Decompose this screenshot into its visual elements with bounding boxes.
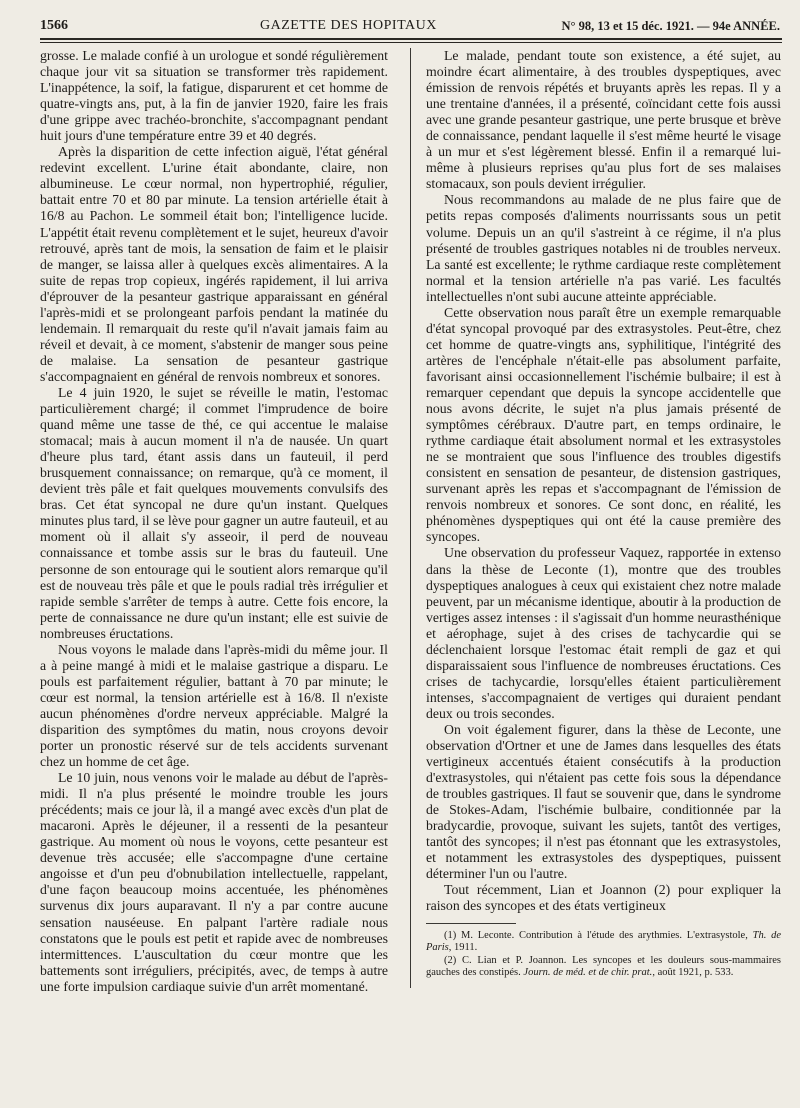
footnote-tail: , août 1921, p. 533. — [652, 967, 734, 979]
paragraph: Cette observation nous paraît être un exemple remarquable d'état syncopal provoqué par des extrasystoles. Peut-être, chez cet homme de quatre-vingts ans, syphilitique, l'intégrité des artères de l'encéphale n'était-elle pas absolument parfaite, favorisant ainsi occasionnellement l'ischémie bulbaire; il est à remarquer cependant que depuis la syncope accidentelle que nous avons décrite, le sujet n'a plus jamais présenté de symptômes cérébraux. D'autre part, en temps ordinaire, le rythme cardiaque était absolument normal et les extrasystoles ne se montraient que sous l'influence des troubles digestifs consistent en sensation de pesanteur, de distension gastriques, survenant après les repas et s'accompagnant de l'émission de renvois nombreux et sonores. Ce sont donc, en réalité, les phénomènes dyspeptiques qui ont été la cause première des syncopes. — [426, 304, 781, 545]
paragraph: grosse. Le malade confié à un urologue et sondé régulièrement chaque jour vit sa situation se transformer très rapidement. L'inappétence, la soif, la fatigue, disparurent et cet homme de quatre-vingts ans, put, à la fin de janvier 1920, faire les frais d'une grippe avec trachéo-bronchite, s'accompagnant pendant huit jours d'une température entre 39 et 40 degrés. — [40, 48, 388, 144]
paragraph: Nous voyons le malade dans l'après-midi du même jour. Il a à peine mangé à midi et le malaise gastrique a disparu. Le pouls est parfaitement régulier, battant à 70 par minute; le cœur est normal, la tension artérielle est à 16/8. Il n'existe aucun phénomènes d'ordre nerveux appréciable. Malgré la disparition des symptômes du matin, nous croyons devoir porter un pronostic réservé sur de tels accidents survenant chez un homme de cet âge. — [40, 641, 388, 770]
paragraph: On voit également figurer, dans la thèse de Leconte, une observation d'Ortner et une de James dans lesquelles des états vertigineux accentués étaient consécutifs à la production d'extrasystoles, qui n'étaient pas cette fois sous la dépendance de troubles gastriques. Il faut se souvenir que, dans le syndrome de Stokes-Adam, l'ischémie bulbaire, conditionnée par la bradycardie, provoque, suivant les sujets, tantôt des vertiges, tantôt des syncopes; il n'est pas étonnant que les extrasystoles, et notamment les extrasystoles des dyspeptiques, puissent déterminer l'un ou l'autre. — [426, 721, 781, 882]
paragraph: Le malade, pendant toute son existence, a été sujet, au moindre écart alimentaire, à des troubles dyspeptiques, avec émission de renvois répétés et bruyants après les repas. Il y a une trentaine d'années, il a présenté, coïncidant cette fois aussi avec une grande pesanteur gastrique, une perte brusque et brève de connaissance, pendant laquelle il s'est même heurté le visage à un mur et s'est légèrement blessé. Enfin il a remarqué lui-même à plusieurs reprises qu'au plus fort de ses malaises stomacaux, son pouls devient irrégulier. — [426, 48, 781, 192]
issue-info: N° 98, 13 et 15 déc. 1921. — 94e ANNÉE. — [561, 19, 780, 33]
right-column — [426, 48, 781, 980]
footnote-source: Journ. de méd. et de chir. prat. — [523, 967, 653, 979]
footnote-text: (1) M. Leconte. Contribution à l'étude des arythmies. L'extrasystole, — [444, 929, 748, 941]
footnote-text: (2) C. Lian et P. Joannon. Les syncopes et les douleurs sous-mammaires gauches des constipés. — [426, 954, 781, 979]
footnote — [426, 955, 781, 980]
column-divider — [410, 48, 411, 988]
left-column — [40, 48, 388, 995]
footnote-rule — [426, 923, 516, 924]
paragraph: Le 4 juin 1920, le sujet se réveille le matin, l'estomac particulièrement chargé; il commet l'imprudence de boire quand même une tasse de thé, ce qui accentue le malaise stomacal; mais à aucun moment il n'a de nausée. Un quart d'heure plus tard, étant assis dans un fauteuil, il perd brusquement connaissance; on remarque, qu'à ce moment, il devient très pâle et fait quelques mouvements convulsifs des bras. Cet état syncopal ne dure qu'un instant. Quelques minutes plus tard, il se lève pour gagner un autre fauteuil, et au moment où il allait s'y asseoir, il perd de nouveau connaissance et tombe assis sur le bras du fauteuil. Une personne de son entourage qui le soutient alors remarque qu'il est de nouveau très pâle et que le pouls radial très irrégulier et rapide semble s'arrêter de temps à autre. Cette fois encore, la perte de connaissance ne dure qu'un instant; elle est suivie de nombreuses éructations. — [40, 384, 388, 641]
paragraph: Tout récemment, Lian et Joannon (2) pour expliquer la raison des syncopes et des états vertigineux — [426, 882, 781, 914]
footnote — [426, 930, 781, 955]
paragraph: Après la disparition de cette infection aiguë, l'état général redevint excellent. L'urine était abondante, claire, non albumineuse. Le cœur normal, non hypertrophié, régulier, battait entre 70 et 80 par minute. La tension artérielle était à 16/8 au Pachon. Le sommeil était bon; l'intelligence lucide. L'appétit était revenu complètement et le sujet, heureux d'avoir retrouvé, après tant de mois, la sensation de faim et le plaisir de manger, se laissa aller à quelques excès alimentaires. A la suite de repas trop copieux, ingérés rapidement, il lui arriva d'éprouver de la pesanteur gastrique apparaissant en général l'après-midi et se prolongeant parfois pendant la matinée du lendemain. Il remarquait du reste qu'il n'avait jamais faim au réveil et devait, à ce moment, s'abstenir de manger sous peine de malaise. La sensation de pesanteur gastrique s'accompagnaient en général de renvois nombreux et sonores. — [40, 144, 388, 384]
header-rule-bottom — [40, 42, 782, 43]
header-rule-top — [40, 38, 782, 40]
footnote-source: Th. de Paris — [426, 929, 782, 954]
page-number: 1566 — [40, 18, 68, 33]
journal-title: GAZETTE DES HOPITAUX — [260, 18, 437, 33]
paragraph: Le 10 juin, nous venons voir le malade au début de l'après-midi. Il n'a plus présenté le moindre trouble les jours précédents; mais ce jour là, il a mangé avec excès d'un plat de macaroni. Après le déjeuner, il a ressenti de la pesanteur gastrique. Au moment où nous le voyons, cette pesanteur est devenue très accusée; elle s'accompagne d'une certaine angoisse et d'un peu d'obnubilation intellectuelle, rappelant, d'une façon beaucoup moins accentuée, les phénomènes survenus dix jours auparavant. Il n'y a par contre aucune sensation nauséeuse. En palpant l'artère radiale nous constatons que le pouls est petit et rapide avec de nombreuses intermittences. L'auscultation du cœur montre que les battements sont irréguliers, précipités, avec, de temps à autre une forte impulsion cardiaque suivie d'un arrêt momentané. — [40, 770, 388, 994]
footnote-tail: , 1911. — [448, 942, 478, 954]
paragraph: Une observation du professeur Vaquez, rapportée in extenso dans la thèse de Leconte (1), montre que des troubles dyspeptiques analogues à ceux qui existaient chez notre malade peuvent, par un mécanisme identique, aboutir à la production de vertiges assez intenses : il s'agissait d'un homme neurasthénique et aérophage, sujet à des crises de tachycardie qui se déclenchaient lorsque l'estomac était rempli de gaz et qui disparaissaient sous l'influence de nombreuses éructations. Ces crises de tachycardie, lorsqu'elles étaient particulièrement intenses, s'accompagnaient de vertiges qui duraient pendant deux ou trois secondes. — [426, 545, 781, 721]
paragraph: Nous recommandons au malade de ne plus faire que de petits repas composés d'aliments nourrissants sous un petit volume. Depuis un an qu'il s'astreint à ce régime, il n'a plus présenté de troubles gastriques notables ni de troubles nerveux. La santé est excellente; le rythme cardiaque reste complètement normal et la tension artérielle n'a pas varié. Les facultés intellectuelles n'ont subi aucune atteinte appréciable. — [426, 192, 781, 304]
